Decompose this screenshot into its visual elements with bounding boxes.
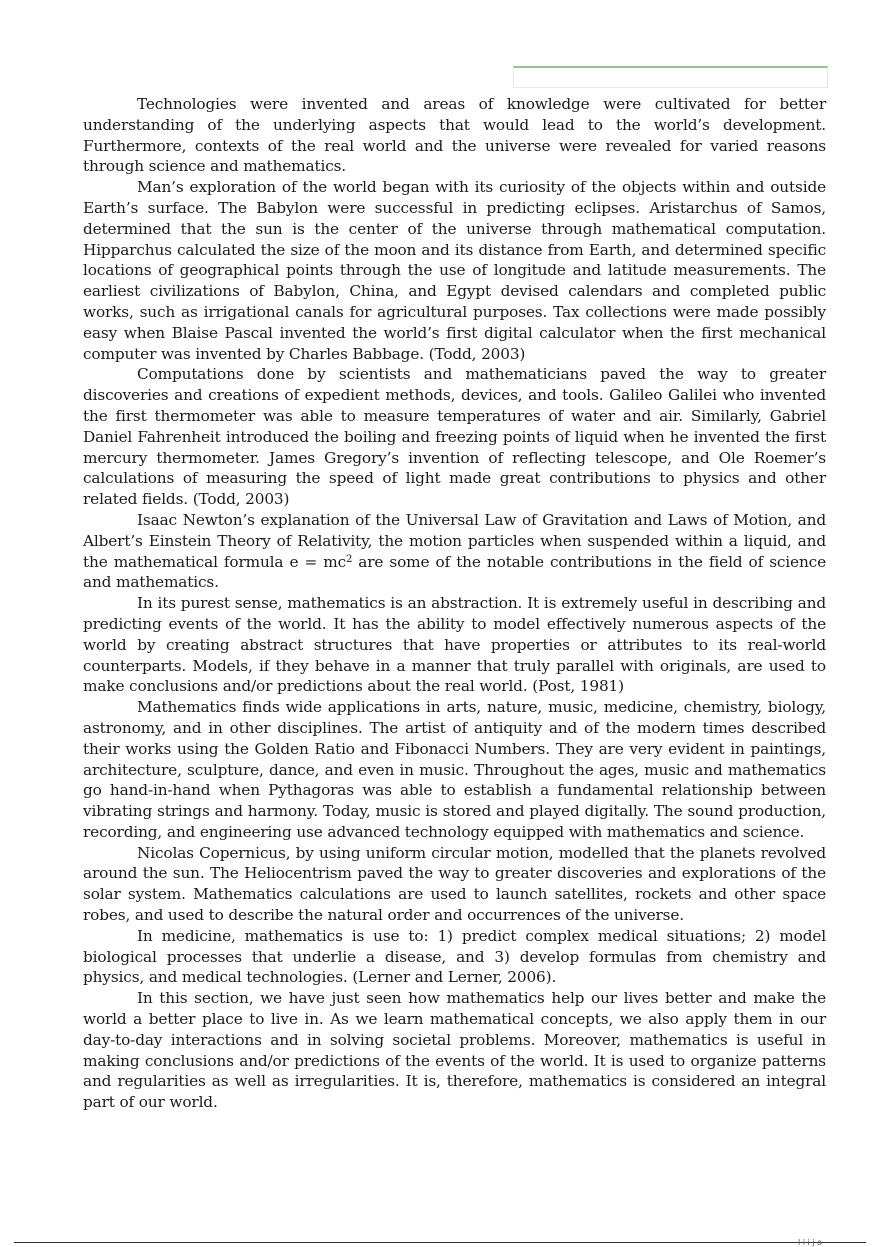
paragraph-conclusion: In this section, we have just seen how mathematics help our lives better and make the world a better place to live in. As we learn mathematical concepts, we also apply them in our day-to-day interactions and in solving societal problems. Moreover, mathematics is useful in making conclusions and/or predictions of the events of the world. It is used to organize patterns and regularities as well as irregularities. It is, therefore, mathematics is considered an integral part of our world.: [83, 989, 826, 1112]
footer-rule: [14, 1242, 866, 1243]
paragraph-newton-text-end: are some of the notable contributions in the field of science and mathematics.: [83, 552, 826, 592]
superscript-2: 2: [346, 553, 353, 565]
paragraph-newton-text: Isaac Newton’s explanation of the Universal Law of Gravitation and Laws of Motion, and Albert’s Einstein Theory of Relativity, the motion particles when suspended within a liquid, and the mathematical formula e = mc: [83, 510, 826, 571]
paragraph-exploration: Man’s exploration of the world began with its curiosity of the objects within and outside Earth’s surface. The Babylon were successful in predicting eclipses. Aristarchus of Samos, determined that the sun is the center of the universe through mathematical computation. Hipparchus calculated the size of the moon and its distance from Earth, and determined specific locations of geographical points through the use of longitude and latitude measurements. The earliest civilizations of Babylon, China, and Egypt devised calendars and completed public works, such as irrigational canals for agricultural purposes. Tax collections were made possibly easy when Blaise Pascal invented the world’s first digital calculator when the first mechanical computer was invented by Charles Babbage. (Todd, 2003): [83, 178, 826, 363]
paragraph-medicine: In medicine, mathematics is use to: 1) predict complex medical situations; 2) model biological processes that underlie a disease, and 3) develop formulas from chemistry and physics, and medical technologies. (Lerner and Lerner, 2006).: [83, 926, 826, 987]
paragraph-applications: Mathematics finds wide applications in arts, nature, music, medicine, chemistry, biology, astronomy, and in other disciplines. The artist of antiquity and of the modern times described their works using the Golden Ratio and Fibonacci Numbers. They are very evident in paintings, architecture, sculpture, dance, and even in music. Throughout the ages, music and mathematics go hand-in-hand when Pythagoras was able to establish a fundamental relationship between vibrating strings and harmony. Today, music is stored and played digitally. The sound production, recording, and engineering use advanced technology equipped with mathematics and science.: [83, 698, 826, 841]
header-box: [513, 66, 828, 88]
paragraph-abstraction: In its purest sense, mathematics is an abstraction. It is extremely useful in describing and predicting events of the world. It has the ability to model effectively numerous aspects of the world by creating abstract structures that have properties or attributes to its real-world counterparts. Models, if they behave in a manner that truly parallel with originals, are used to make conclusions and/or predictions about the real world. (Post, 1981): [83, 594, 826, 696]
document-body: [83, 94, 826, 1113]
paragraph-newton-einstein: [83, 510, 826, 593]
footer-text: l i i j o: [798, 1238, 822, 1247]
paragraph-computations: Computations done by scientists and mathematicians paved the way to greater discoveries and creations of expedient methods, devices, and tools. Galileo Galilei who invented the first thermometer was able to measure temperatures of water and air. Similarly, Gabriel Daniel Fahrenheit introduced the boiling and freezing points of liquid when he invented the first mercury thermometer. James Gregory’s invention of reflecting telescope, and Ole Roemer’s calculations of measuring the speed of light made great contributions to physics and other related fields. (Todd, 2003): [83, 365, 826, 509]
paragraph-copernicus: Nicolas Copernicus, by using uniform circular motion, modelled that the planets revolved around the sun. The Heliocentrism paved the way to greater discoveries and explorations of the solar system. Mathematics calculations are used to launch satellites, rockets and other space robes, and used to describe the natural order and occurrences of the universe.: [83, 843, 826, 925]
paragraph-technologies: Technologies were invented and areas of knowledge were cultivated for better understanding of the underlying aspects that would lead to the world’s development. Furthermore, contexts of the real world and the universe were revealed for varied reasons through science and mathematics.: [83, 95, 826, 176]
